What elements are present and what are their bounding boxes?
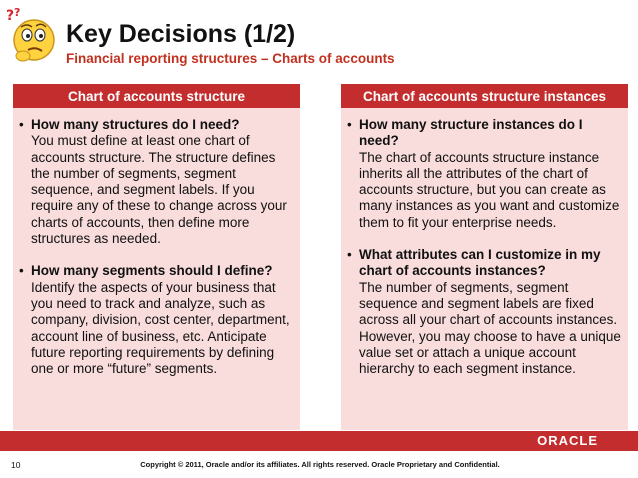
list-item [19,117,296,247]
question-text: How many structures do I need? [31,117,240,132]
bullet-icon: • [19,117,24,132]
slide-subtitle: Financial reporting structures – Charts of accounts [66,51,395,66]
column-coa-instances [341,84,628,430]
column-heading: Chart of accounts structure [13,84,300,108]
question-text: What attributes can I customize in my chart of accounts instances? [359,247,601,279]
list-item [347,247,624,377]
list-item [347,117,624,231]
question-text: How many structure instances do I need? [359,117,583,149]
answer-text: Identify the aspects of your business that you need to track and analyze, such as company, division, cost center, department, account line of business, etc. Anticipate future reporting requirements by defining one or more “future” segments. [31,279,290,377]
answer-text: The number of segments, segment sequence and segment labels are fixed across all your chart of accounts instances. However, you may choose to have a unique value set or attach a unique account hierarchy to each segment instance. [359,279,621,377]
column-heading: Chart of accounts structure instances [341,84,628,108]
column-coa-structure [13,84,300,430]
question-text: How many segments should I define? [31,263,273,279]
svg-text:?: ? [14,6,21,19]
answer-text: The chart of accounts structure instance inherits all the attributes of the chart of accounts structure, but you can create as many instances as you want and customize them to fit your enterprise needs. [359,149,620,230]
bullet-icon: • [19,263,24,279]
copyright-notice: Copyright © 2011, Oracle and/or its affiliates. All rights reserved. Oracle Proprietary and Confidential. [140,460,500,469]
slide-title: Key Decisions (1/2) [66,20,296,48]
page-number: 10 [11,460,21,470]
list-item [19,263,296,377]
thinking-face-icon [4,6,58,68]
svg-text:?: ? [6,8,15,24]
bullet-icon: • [347,117,352,132]
answer-text: You must define at least one chart of accounts structure. The structure defines the number of segments, segment sequence, and segment labels. If you require any of these to change across your charts of accounts, then define more structures as needed. [31,133,287,247]
oracle-logo: ORACLE [537,433,598,448]
bullet-icon: • [347,247,352,263]
